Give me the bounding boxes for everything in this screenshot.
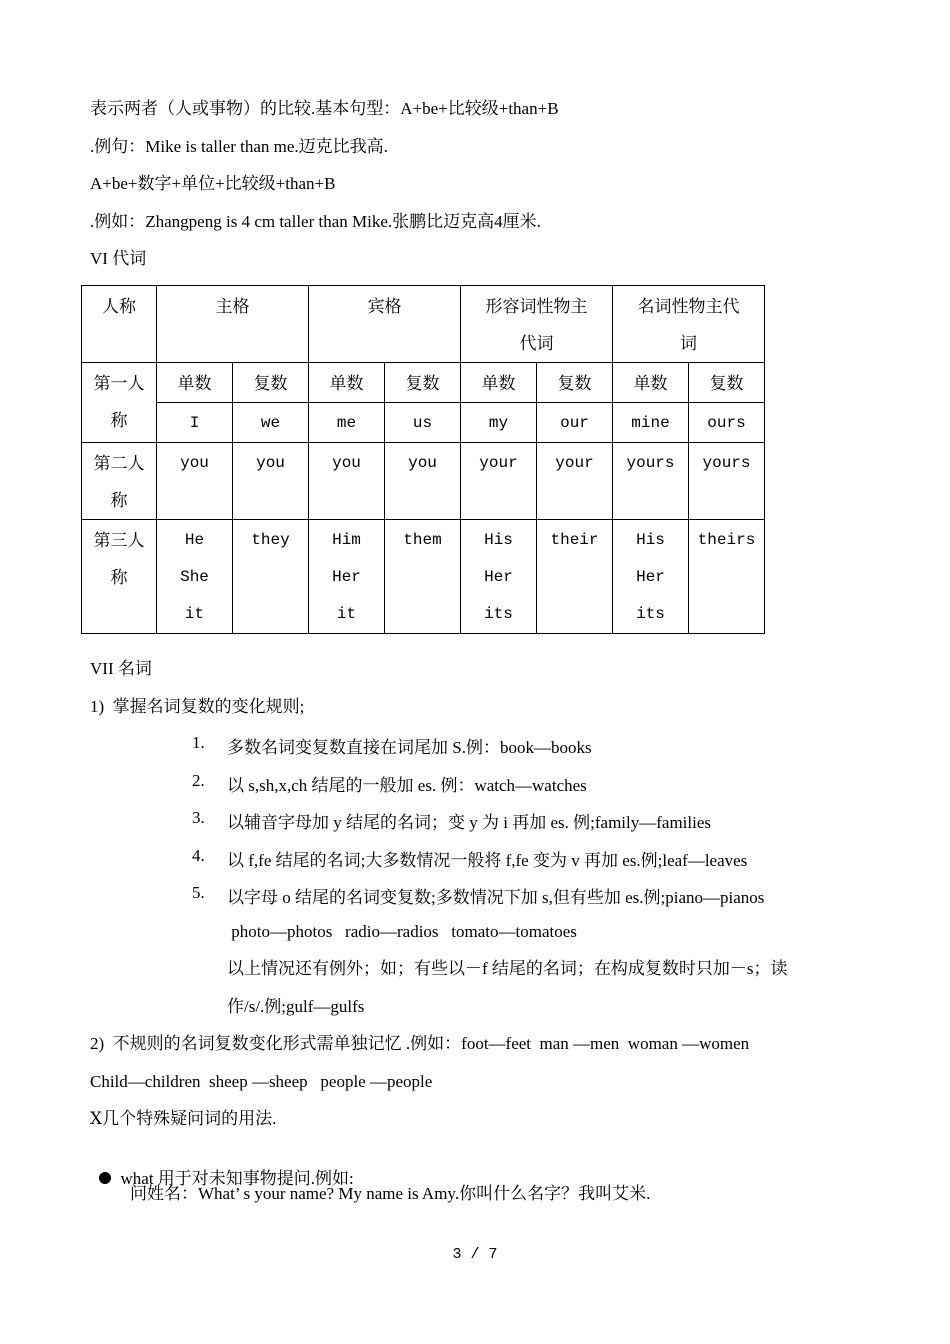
comparison-rule-2: A+be+数字+单位+比较级+than+B xyxy=(90,174,336,193)
table-row xyxy=(82,443,765,520)
list-number: 5. xyxy=(192,883,205,902)
table-cell: ours xyxy=(689,403,765,443)
pronoun-table xyxy=(81,285,765,634)
list-continuation: 以上情况还有例外；如；有些以－f 结尾的名词；在构成复数时只加－s；读 xyxy=(227,959,788,978)
page-number: 3 / 7 xyxy=(452,1246,498,1263)
number-label: 复数 xyxy=(385,363,461,403)
table-cell: theirs xyxy=(689,520,765,634)
list-item xyxy=(0,733,950,755)
section-heading-nouns: VII 名词 xyxy=(90,659,152,678)
comparison-example-2: .例如：Zhangpeng is 4 cm taller than Mike.张鹏比迈克高4厘米. xyxy=(90,212,541,231)
table-cell: they xyxy=(233,520,309,634)
table-cell: our xyxy=(537,403,613,443)
list-continuation: photo—photos radio—radios tomato—tomatoes xyxy=(227,922,577,941)
person-third: 第三人 称 xyxy=(82,520,157,634)
table-cell: you xyxy=(385,443,461,520)
irregular-plural-examples: Child—children sheep —sheep people —people xyxy=(90,1072,433,1091)
table-cell: yours xyxy=(689,443,765,520)
list-number: 1. xyxy=(192,733,205,752)
number-label: 复数 xyxy=(689,363,765,403)
table-row xyxy=(82,363,765,403)
table-row xyxy=(82,403,765,443)
number-label: 单数 xyxy=(461,363,537,403)
person-first: 第一人 称 xyxy=(82,363,157,443)
list-text: 以字母 o 结尾的名词变复数;多数情况下加 s,但有些加 es.例;piano—pianos xyxy=(227,888,765,907)
table-cell: your xyxy=(537,443,613,520)
list-number: 3. xyxy=(192,808,205,827)
table-header-row xyxy=(82,286,765,363)
list-item xyxy=(0,883,950,905)
bullet-icon xyxy=(99,1172,111,1184)
number-label: 单数 xyxy=(157,363,233,403)
section-heading-question-words: Ⅹ几个特殊疑问词的用法. xyxy=(90,1109,277,1128)
header-person: 人称 xyxy=(82,286,157,363)
table-cell: I xyxy=(157,403,233,443)
comparison-rule: 表示两者（人或事物）的比较.基本句型：A+be+比较级+than+B xyxy=(90,99,559,118)
table-cell: His Her its xyxy=(613,520,689,634)
bullet-text: what 用于对未知事物提问.例如: xyxy=(120,1169,354,1188)
list-item xyxy=(0,846,950,868)
table-cell: His Her its xyxy=(461,520,537,634)
table-cell: us xyxy=(385,403,461,443)
table-cell: you xyxy=(309,443,385,520)
header-object: 宾格 xyxy=(309,286,461,363)
table-cell: your xyxy=(461,443,537,520)
list-continuation: 作/s/.例;gulf—gulfs xyxy=(227,997,365,1016)
noun-rule-intro: 1) 掌握名词复数的变化规则; xyxy=(90,697,305,716)
list-text: 以辅音字母加 y 结尾的名词；变 y 为 i 再加 es. 例;family—families xyxy=(227,813,711,832)
header-adjective-possessive: 形容词性物主 代词 xyxy=(461,286,613,363)
table-cell: their xyxy=(537,520,613,634)
header-noun-possessive: 名词性物主代 词 xyxy=(613,286,765,363)
list-item xyxy=(0,771,950,793)
table-cell: you xyxy=(233,443,309,520)
number-label: 单数 xyxy=(613,363,689,403)
section-heading-pronouns: VI 代词 xyxy=(90,249,147,268)
person-second: 第二人 称 xyxy=(82,443,157,520)
comparison-example-1: .例句：Mike is taller than me.迈克比我高. xyxy=(90,137,388,156)
table-row xyxy=(82,520,765,634)
table-cell: Him Her it xyxy=(309,520,385,634)
table-cell: me xyxy=(309,403,385,443)
table-cell: my xyxy=(461,403,537,443)
table-cell: we xyxy=(233,403,309,443)
header-subject: 主格 xyxy=(157,286,309,363)
table-cell: mine xyxy=(613,403,689,443)
table-cell: you xyxy=(157,443,233,520)
table-cell: He She it xyxy=(157,520,233,634)
list-number: 4. xyxy=(192,846,205,865)
list-text: 多数名词变复数直接在词尾加 S.例：book—books xyxy=(227,738,592,757)
number-label: 单数 xyxy=(309,363,385,403)
list-text: 以 s,sh,x,ch 结尾的一般加 es. 例：watch—watches xyxy=(227,776,587,795)
list-item xyxy=(0,808,950,830)
irregular-plural-rule: 2) 不规则的名词复数变化形式需单独记忆 .例如：foot—feet man —men woman —women xyxy=(90,1034,750,1053)
list-text: 以 f,fe 结尾的名词;大多数情况一般将 f,fe 变为 v 再加 es.例;leaf—leaves xyxy=(227,851,748,870)
list-number: 2. xyxy=(192,771,205,790)
table-cell: them xyxy=(385,520,461,634)
bullet-example: 问姓名：What’ s your name? My name is Amy.你叫什么名字？我叫艾米. xyxy=(130,1184,651,1203)
number-label: 复数 xyxy=(233,363,309,403)
number-label: 复数 xyxy=(537,363,613,403)
table-cell: yours xyxy=(613,443,689,520)
